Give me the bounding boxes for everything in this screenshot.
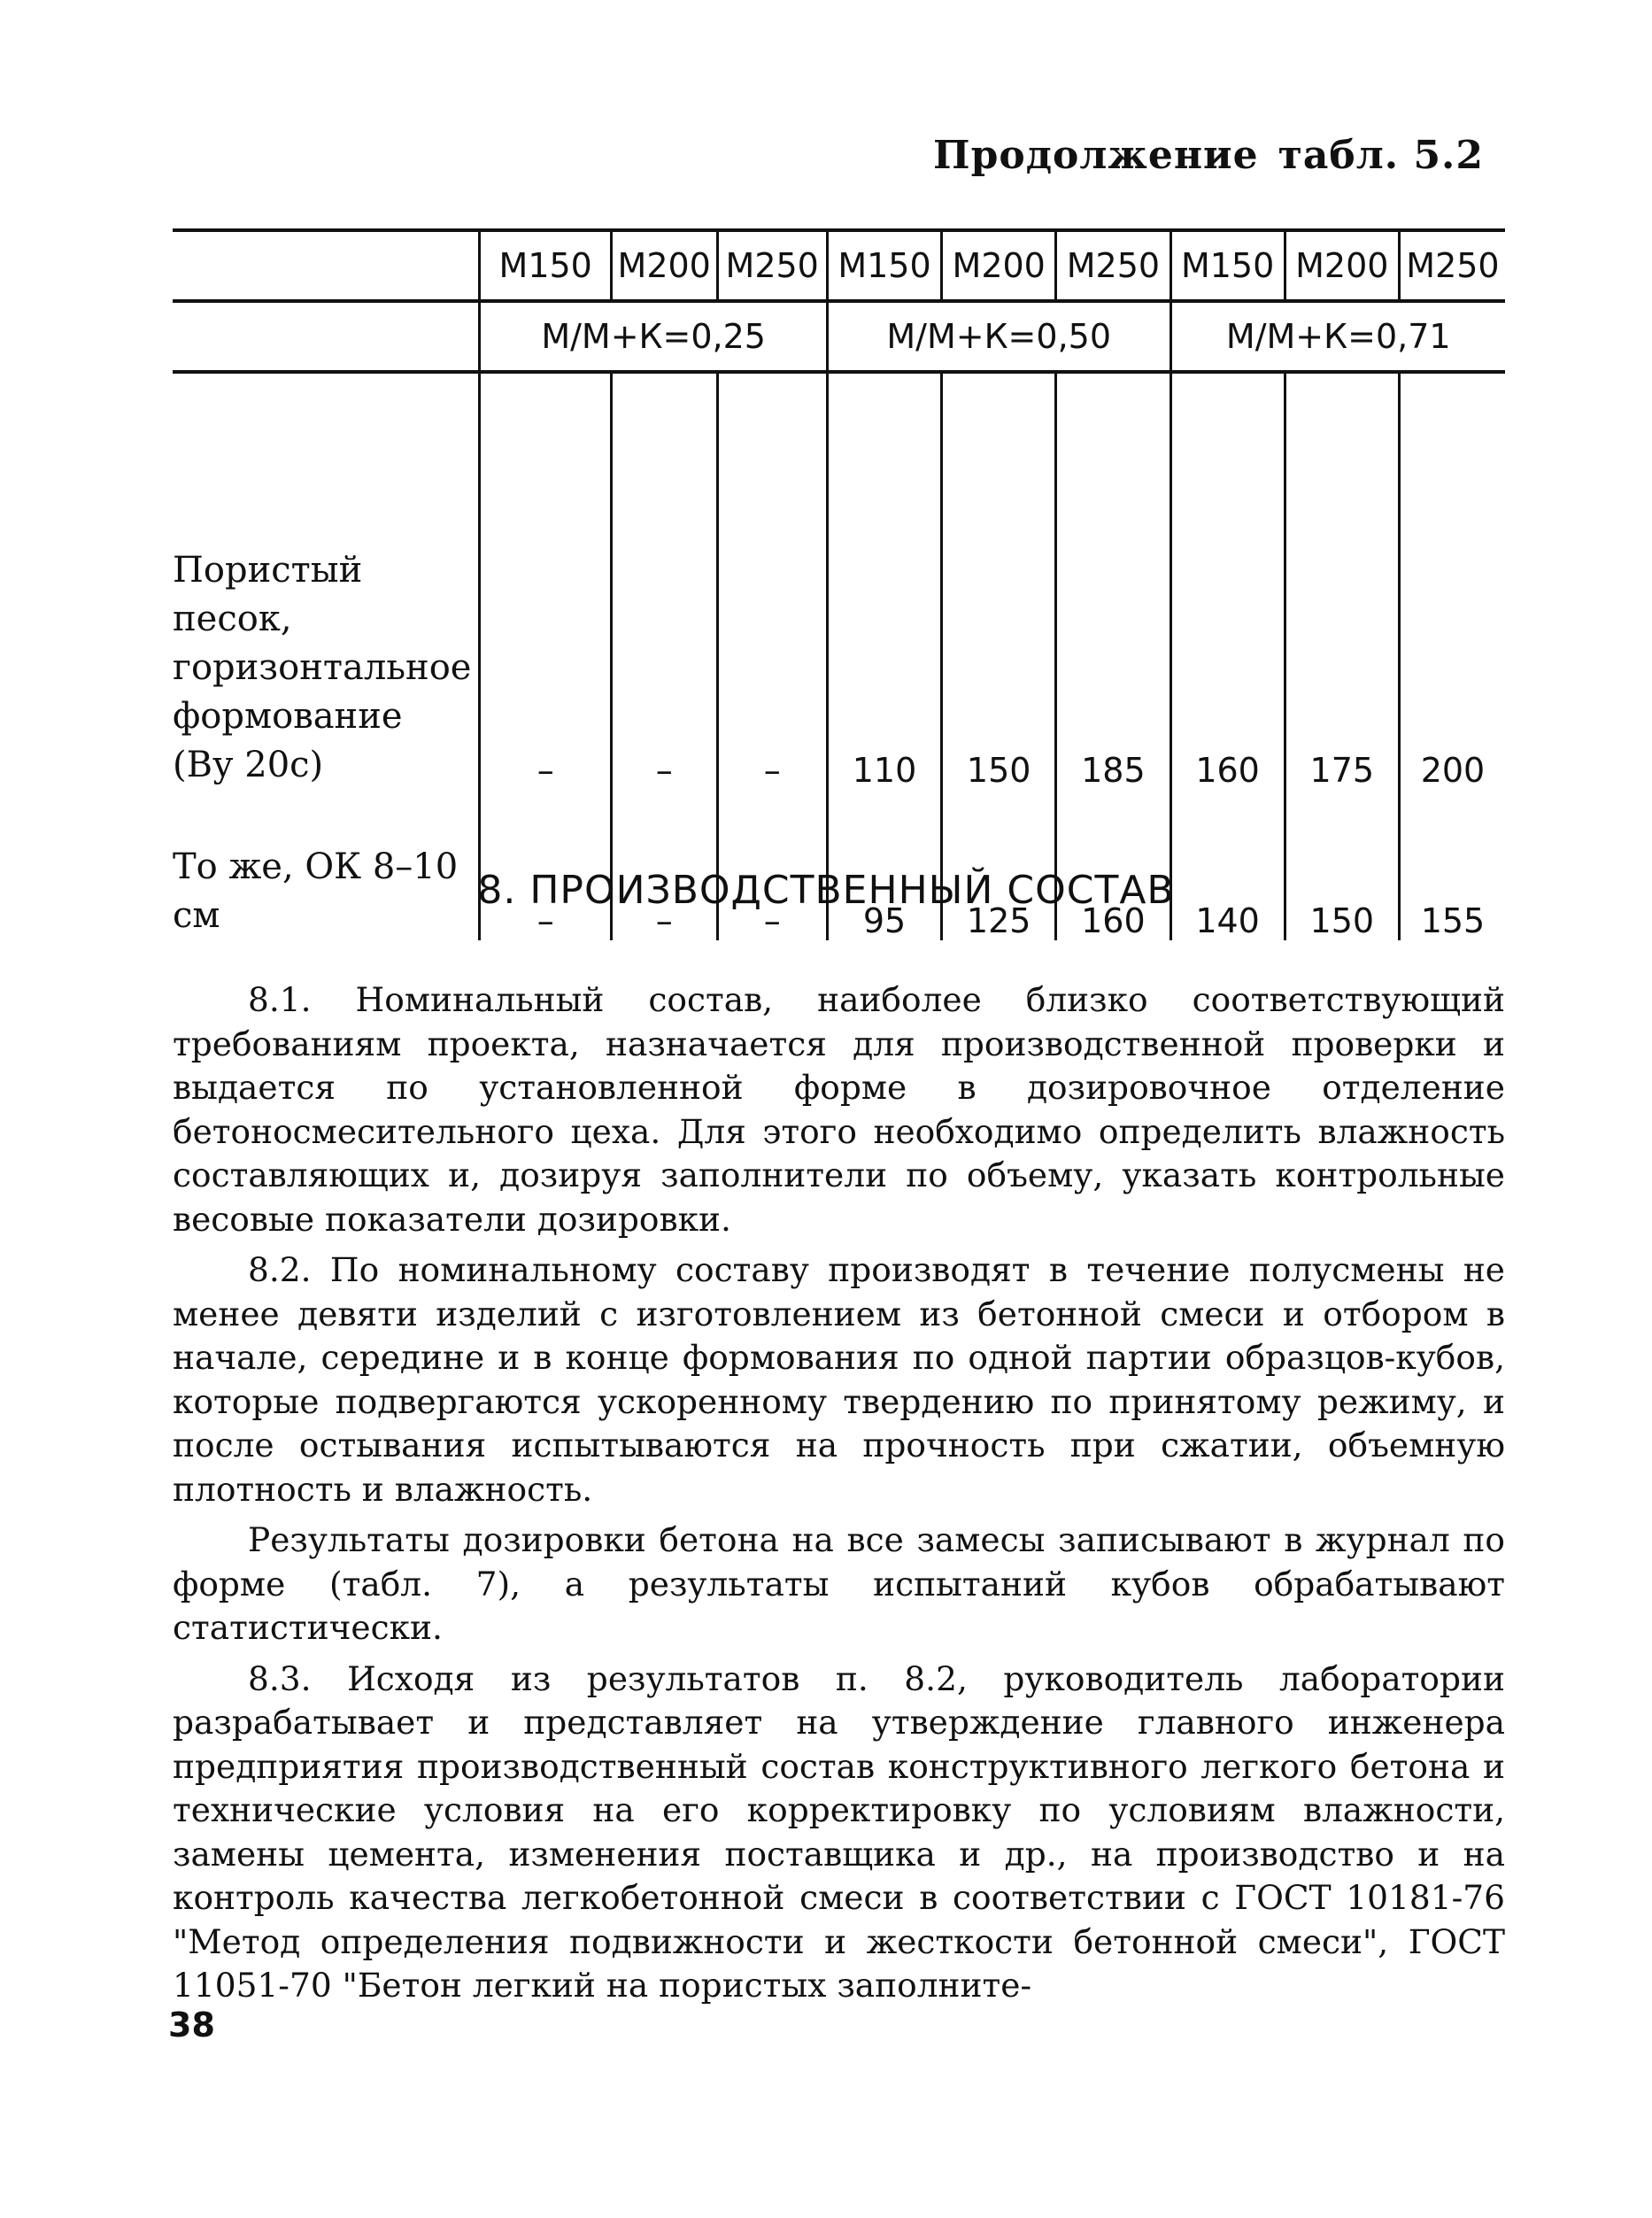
table-row	[173, 790, 1505, 940]
value-cell: –	[480, 372, 611, 790]
ratio-header-row	[173, 301, 1505, 372]
grade-cell: М200	[611, 230, 717, 301]
row-label: Пористый песок, горизонтальное формование (Ву 20с)	[173, 550, 472, 785]
value-cell: 95	[827, 790, 941, 940]
grade-cell: М150	[480, 230, 611, 301]
body-text	[173, 978, 1505, 2015]
value-cell: –	[611, 790, 717, 940]
paragraph: Результаты дозировки бетона на все замесы записывают в журнал по форме (табл. 7), а результаты испытаний кубов обрабатывают статистически.	[173, 1520, 1505, 1647]
grade-cell: М250	[1056, 230, 1170, 301]
grade-header-row	[173, 230, 1505, 301]
value-cell: 185	[1056, 372, 1170, 790]
section-title: 8. ПРОИЗВОДСТВЕННЫЙ СОСТАВ	[477, 868, 1175, 913]
value-cell: 175	[1285, 372, 1399, 790]
value-cell: –	[611, 372, 717, 790]
paragraph: 8.2. По номинальному составу производят в течение полусмены не менее девяти изделий с изготовлением из бетонной смеси и отбором в начале, середине и в конце формования по одной партии образцов-кубов, которые подвергаются ускоренному твердению по принятому режиму, и после остывания испытываются на прочность при сжатии, объемную плотность и влажность.	[173, 1250, 1505, 1509]
row-label: То же, ОК 8–10 см	[173, 846, 459, 936]
table-row	[173, 372, 1505, 790]
grade-cell: М200	[1285, 230, 1399, 301]
header-corner-cell	[173, 301, 480, 372]
value-cell: 150	[942, 372, 1056, 790]
ratio-group-cell: М/М+К=0,50	[827, 301, 1170, 372]
value-cell: 160	[1170, 372, 1285, 790]
grade-cell: М250	[717, 230, 827, 301]
value-cell: 125	[942, 790, 1056, 940]
header-corner-cell	[173, 230, 480, 301]
value-cell: 200	[1399, 372, 1505, 790]
continuation-label: Продолжение	[933, 133, 1259, 178]
table-reference: табл. 5.2	[1278, 133, 1484, 178]
ratio-group-cell: М/М+К=0,25	[480, 301, 827, 372]
grade-cell: М200	[942, 230, 1056, 301]
grade-cell: М150	[1170, 230, 1285, 301]
value-cell: –	[717, 372, 827, 790]
table-continuation-header	[933, 133, 1484, 178]
value-cell: 110	[827, 372, 941, 790]
value-cell: 140	[1170, 790, 1285, 940]
grade-cell: М250	[1399, 230, 1505, 301]
mix-table	[173, 228, 1505, 940]
ratio-group-cell: М/М+К=0,71	[1170, 301, 1505, 372]
value-cell: 160	[1056, 790, 1170, 940]
paragraph: 8.3. Исходя из результатов п. 8.2, руководитель лаборатории разрабатывает и представляет на утверждение главного инженера предприятия производственный состав конструктивного легкого бетона и технические условия на его корректировку по условиям влажности, замены цемента, изменения поставщика и др., на производство и на контроль качества легкобетонной смеси в соответствии с ГОСТ 10181-76 "Метод определения подвижности и жесткости бетонной смеси", ГОСТ 11051-70 "Бетон легкий на пористых заполните-	[173, 1658, 1505, 2005]
value-cell: –	[480, 790, 611, 940]
value-cell: 155	[1399, 790, 1505, 940]
grade-cell: М150	[827, 230, 941, 301]
page-number: 38	[168, 2005, 215, 2044]
value-cell: 150	[1285, 790, 1399, 940]
value-cell: –	[717, 790, 827, 940]
paragraph: 8.1. Номинальный состав, наиболее близко соответствующий требованиям проекта, назначается для производственной проверки и выдается по установленной форме в дозировочное отделение бетоносмесительного цеха. Для этого необходимо определить влажность составляющих и, дозируя заполнители по объему, указать контрольные весовые показатели дозировки.	[173, 980, 1505, 1239]
